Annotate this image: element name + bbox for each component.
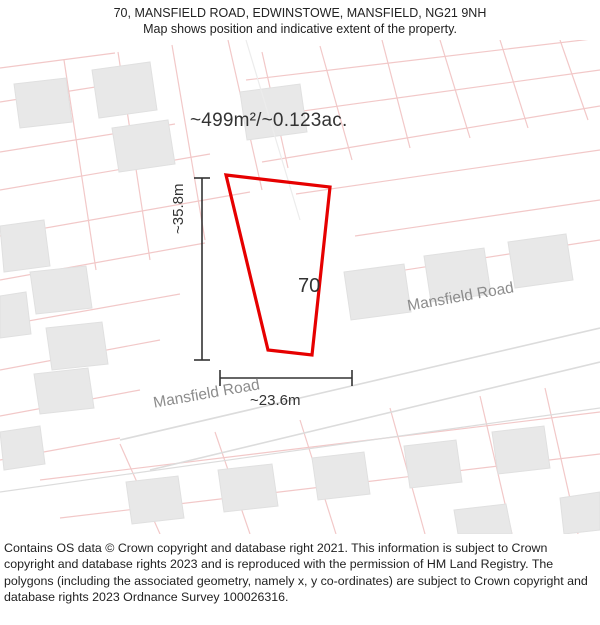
page-title: 70, MANSFIELD ROAD, EDWINSTOWE, MANSFIELD, NG21 9NH (113, 6, 487, 20)
horizontal-dimension-label: ~23.6m (250, 392, 301, 409)
map-canvas[interactable] (0, 40, 600, 534)
vertical-dimension-bar (194, 178, 210, 360)
map-header (0, 0, 600, 40)
copyright-footer: Contains OS data © Crown copyright and database right 2021. This information is subject to Crown copyright and database rights 2023 and is reproduced with the permission of HM Land Registry. The polygons (including the associated geometry, namely x, y co-ordinates) are subject to Crown copyright and database rights 2023 Ordnance Survey 100026316. (4, 541, 588, 605)
plot-area-label: ~499m²/~0.123ac. (190, 110, 348, 131)
plot-number-label: 70 (298, 275, 321, 297)
page-subtitle: Map shows position and indicative extent of the property. (143, 22, 457, 36)
road-label-mansfield-road-secondary: Mansfield Road (152, 376, 262, 412)
road-label-mansfield-road-primary: Mansfield Road (406, 279, 516, 315)
vertical-dimension-label: ~35.8m (170, 183, 187, 234)
highlighted-plot-polygon (226, 175, 330, 355)
